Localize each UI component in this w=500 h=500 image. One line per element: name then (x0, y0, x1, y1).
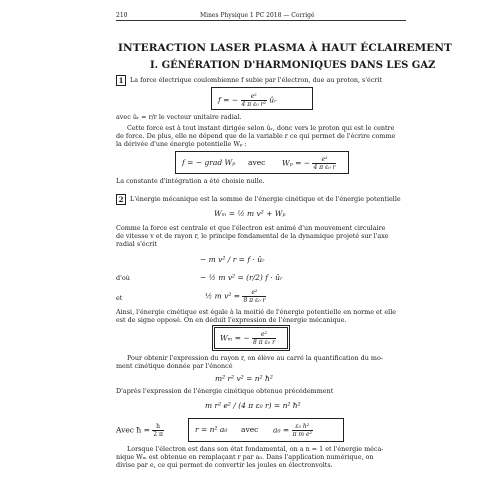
q2-para5-line-3: divise par e, ce qui permet de convertir les joules en électronvolts. (116, 461, 333, 469)
q1-constante: La constante d'intégration a été choisie nulle. (116, 177, 265, 185)
label-et: et (116, 294, 123, 302)
q2-para2-line-1: Ainsi, l'énergie cinétique est égale à la moitié de l'énergie potentielle en norme et elle (116, 308, 397, 316)
q2-para1-line-1: Comme la force est centrale et que l'électron est animé d'un mouvement circulaire (116, 224, 386, 232)
eq-a0-den: π m e² (292, 431, 312, 438)
header-rule (116, 20, 406, 21)
q2-para4: D'après l'expression de l'énergie cinétique obtenue précédemment (116, 387, 334, 395)
running-title: Mines Physique 1 PC 2018 — Corrigé (200, 12, 315, 19)
eq-et-fraction (242, 289, 266, 304)
question-number-2: 2 (116, 194, 126, 205)
eq-force-fraction (241, 93, 267, 108)
equation-box-force (211, 87, 313, 110)
eq-mechanical-energy: Wₘ = ½ m v² + Wₚ (214, 209, 286, 218)
q2-intro: L'énergie mécanique est la somme de l'énergie cinétique et de l'énergie potentielle (130, 195, 401, 203)
avec-h-lhs: Avec ħ = (116, 425, 150, 435)
eq-radius: r = n² a₀ (195, 425, 228, 434)
eq-potential-num: e² (312, 156, 336, 164)
question-number-1: 1 (116, 75, 126, 86)
eq-dou: − ½ m v² = (r/2) f · ûᵣ (200, 273, 283, 282)
page-number: 210 (116, 12, 128, 19)
q2-para3-line-1: Pour obtenir l'expression du rayon r, on élève au carré la quantification du mo- (127, 354, 383, 362)
q1-para-line-1: Cette force est à tout instant dirigée selon ûᵣ, donc vers le proton qui est le centre (127, 124, 395, 132)
eq-a0-lhs: a₀ = (273, 425, 290, 435)
label-dou: d'où (116, 274, 130, 282)
q2-para1-line-3: radial s'écrit (116, 240, 157, 248)
eq-wm-box-num: e² (252, 331, 276, 339)
q2-para5-line-1: Lorsque l'électron est dans son état fondamental, on a n = 1 et l'énergie méca- (127, 445, 384, 453)
equation-box-potential (175, 151, 349, 174)
eq-force-lhs: f = − (218, 95, 239, 105)
eq-wm-box-den: 8 π ε₀ r (253, 339, 276, 346)
section-heading: I. GÉNÉRATION D'HARMONIQUES DANS LES GAZ (150, 60, 436, 71)
eq-wm-box-lhs: Wₘ = − (220, 333, 250, 343)
q1-avec-line: avec ûᵣ = r/r le vecteur unitaire radial. (116, 113, 242, 121)
eq-et-num: e² (242, 289, 266, 297)
avec-h-den: 2 π (153, 431, 163, 438)
equation-box-radius (188, 418, 344, 442)
q2-para5-line-2: nique Wₘ est obtenue en remplaçant r par a₀. Dans l'application numérique, on (116, 453, 374, 461)
eq-potential-den: 4 π ε₀ r (313, 164, 336, 171)
equation-box-wm (214, 327, 288, 349)
eq-a0-fraction (292, 423, 313, 438)
q1-para-line-2: de force. De plus, elle ne dépend que de la variable r ce qui permet de l'écrire comme (116, 132, 396, 140)
eq-force-num: e² (241, 93, 267, 101)
document-title: INTERACTION LASER PLASMA À HAUT ÉCLAIREMENT (118, 42, 452, 54)
q1-para-line-3: la dérivée d'une énergie potentielle Wₚ : (116, 140, 247, 148)
avec-h-fraction (152, 423, 164, 438)
eq-quantification: m² r² v² = n² ħ² (215, 374, 273, 383)
eq-potential-avec: avec (248, 158, 266, 167)
q1-intro: La force électrique coulombienne f subie par l'électron, due au proton, s'écrit (130, 76, 383, 84)
eq-potential-lhs: Wₚ = − (282, 158, 311, 168)
eq-pfd: − m v² / r = f · ûᵣ (200, 255, 265, 264)
eq-force-den: 4 π ε₀ r² (241, 101, 266, 108)
q2-para2-line-2: est de signe opposé. On en déduit l'expression de l'énergie mécanique. (116, 316, 347, 324)
eq-kinetic-quant: m r² e² / (4 π ε₀ r) = n² ħ² (205, 401, 301, 410)
eq-radius-avec: avec (241, 425, 259, 434)
eq-potential-fraction (312, 156, 336, 171)
avec-h-num: h (152, 423, 164, 431)
eq-grad: f = − grad Wₚ (182, 158, 236, 167)
q2-para3-line-2: ment cinétique donnée par l'énoncé (116, 362, 233, 370)
eq-et-den: 8 π ε₀ r (243, 297, 266, 304)
eq-et-lhs: ½ m v² = (205, 291, 241, 301)
eq-a0-num: ε₀ h² (292, 423, 313, 431)
q2-para1-line-2: de vitesse v et de rayon r, le principe fondamental de la dynamique projeté sur l'axe (116, 232, 389, 240)
eq-force-rhs: ûᵣ (269, 95, 277, 105)
eq-wm-box-fraction (252, 331, 276, 346)
